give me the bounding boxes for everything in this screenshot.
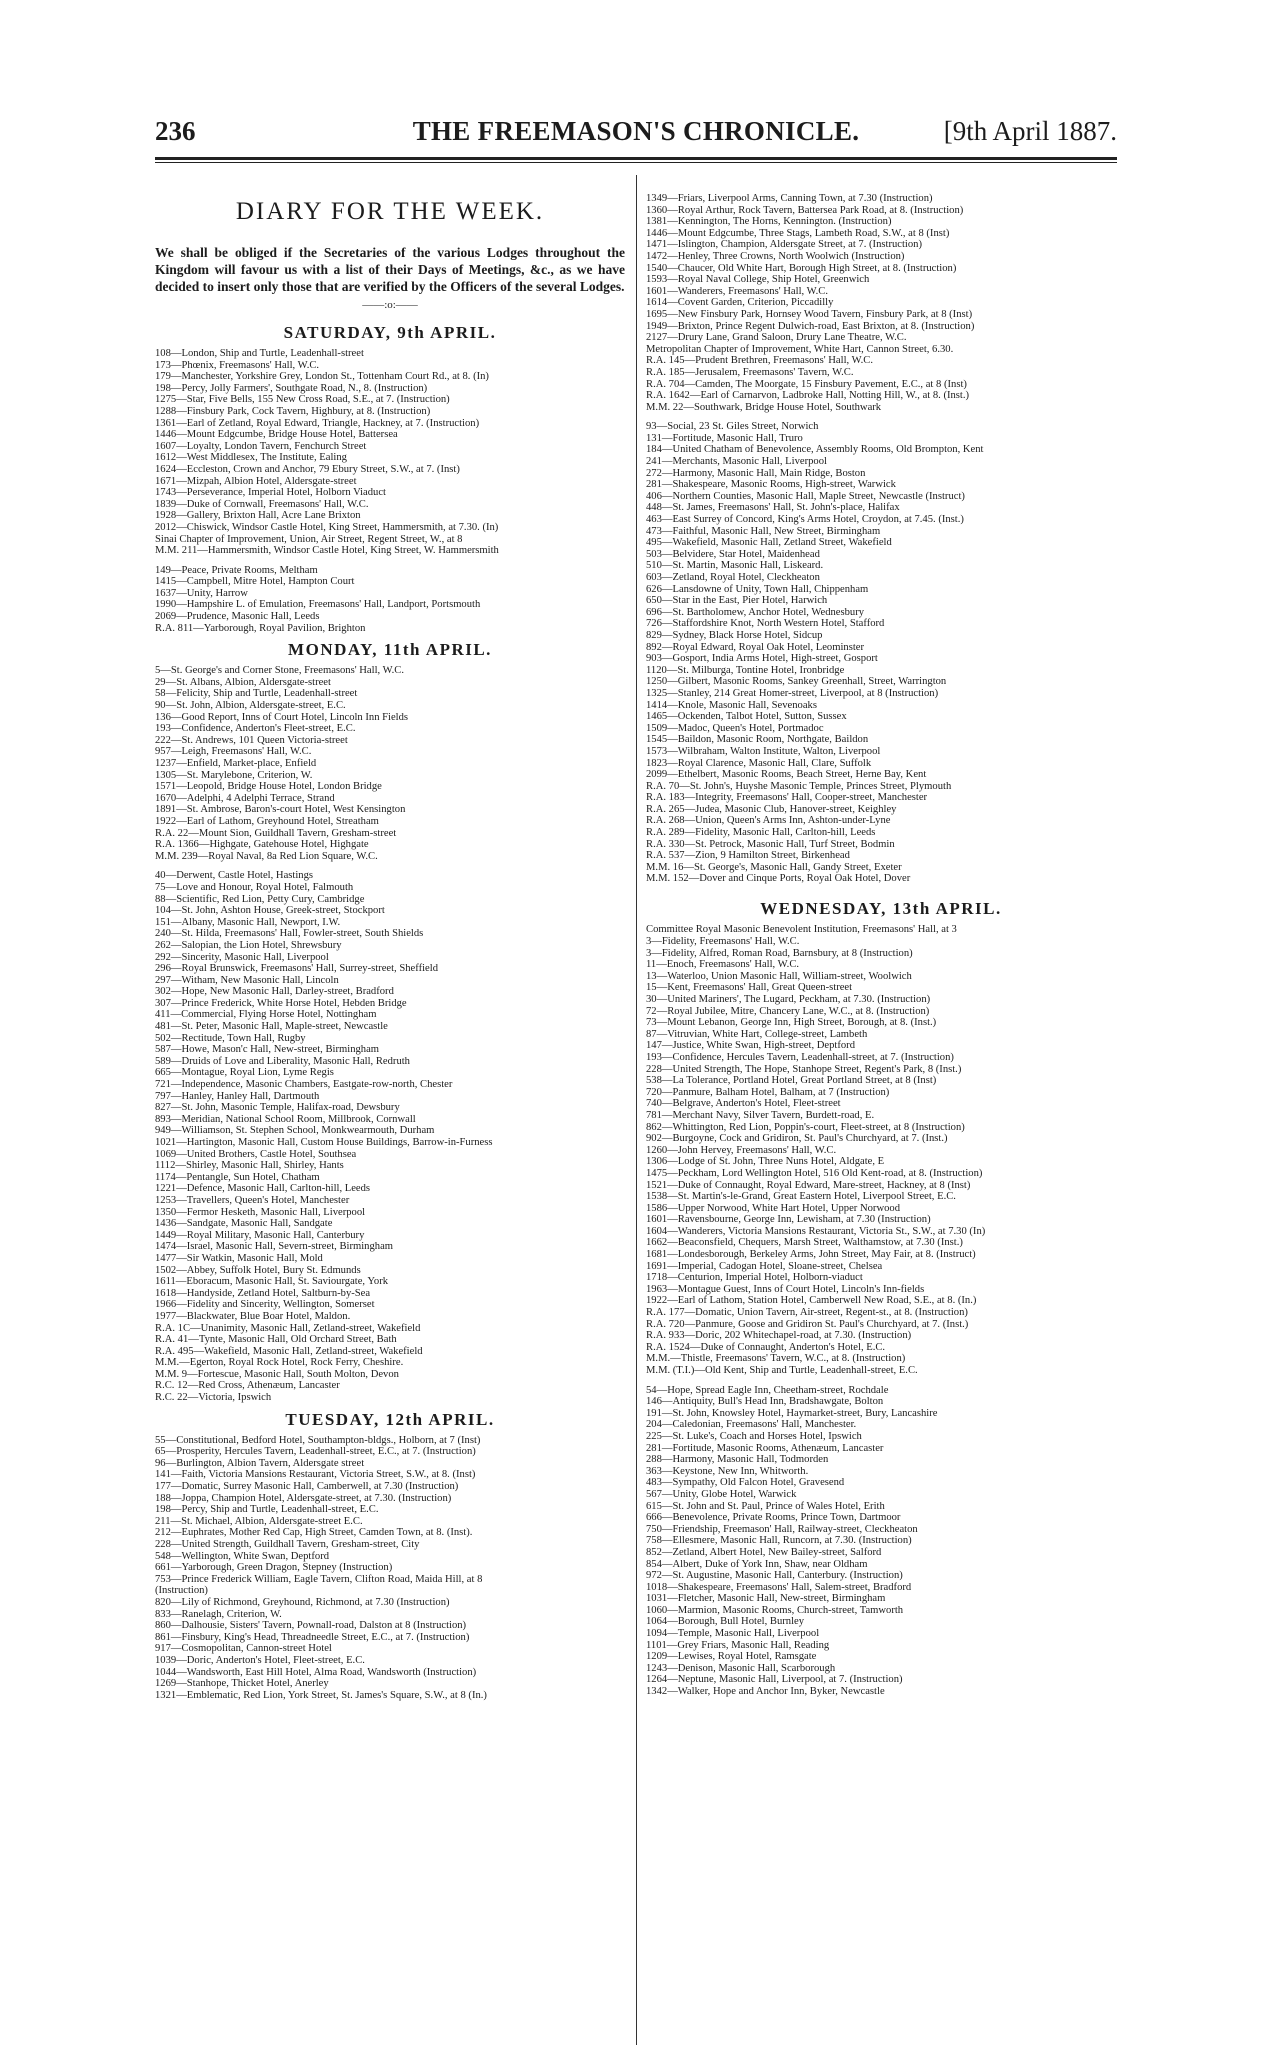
- lodge-entry: 1670—Adelphi, 4 Adelphi Terrace, Strand: [155, 792, 335, 804]
- lodge-entry: 1209—Lewises, Royal Hotel, Ramsgate: [646, 1651, 817, 1663]
- lodge-entry: 151—Albany, Masonic Hall, Newport, I.W.: [155, 916, 341, 928]
- tuesday-provincial-list: [646, 421, 1116, 885]
- lodge-entry: 411—Commercial, Flying Horse Hotel, Nottingham: [155, 1009, 377, 1021]
- lodge-entry: 179—Manchester, Yorkshire Grey, London St., Tottenham Court Rd., at 8. (In): [155, 371, 489, 383]
- lodge-entry: 2069—Prudence, Masonic Hall, Leeds: [155, 611, 320, 623]
- lodge-entry: 1221—Defence, Masonic Hall, Carlton-hill, Leeds: [155, 1183, 371, 1195]
- lodge-entry: 75—Love and Honour, Royal Hotel, Falmouth: [155, 881, 354, 893]
- lodge-entry: 1502—Abbey, Suffolk Hotel, Bury St. Edmunds: [155, 1264, 361, 1276]
- lodge-entry: M.M. 211—Hammersmith, Windsor Castle Hotel, King Street, W. Hammersmith: [155, 545, 499, 557]
- lodge-entry: 1624—Eccleston, Crown and Anchor, 79 Ebury Street, S.W., at 7. (Inst): [155, 463, 460, 475]
- lodge-entry: R.A. 720—Panmure, Goose and Gridiron St. Paul's Churchyard, at 7. (Inst.): [646, 1318, 969, 1330]
- lodge-entry: 1044—Wandsworth, East Hill Hotel, Alma Road, Wandsworth (Instruction): [155, 1666, 477, 1678]
- lodge-entry: 483—Sympathy, Old Falcon Hotel, Gravesend: [646, 1477, 845, 1489]
- lodge-entry: 1243—Denison, Masonic Hall, Scarborough: [646, 1662, 836, 1674]
- saturday-london-list: [155, 348, 625, 557]
- lodge-entry: 29—St. Albans, Albion, Aldersgate-street: [155, 676, 331, 688]
- lodge-entry: 1288—Finsbury Park, Cock Tavern, Highbury, at 8. (Instruction): [155, 405, 431, 417]
- lodge-entry: 1922—Earl of Lathom, Greyhound Hotel, Streatham: [155, 815, 379, 827]
- left-column: [155, 190, 625, 1701]
- lodge-entry: 177—Domatic, Surrey Masonic Hall, Camberwell, at 7.30 (Instruction): [155, 1481, 459, 1493]
- lodge-entry: 854—Albert, Duke of York Inn, Shaw, near Oldham: [646, 1558, 868, 1570]
- lodge-entry: 1611—Eboracum, Masonic Hall, St. Saviourgate, York: [155, 1276, 389, 1288]
- lodge-entry: 73—Mount Lebanon, George Inn, High Street, Borough, at 8. (Inst.): [646, 1017, 937, 1029]
- lodge-entry: 11—Enoch, Freemasons' Hall, W.C.: [646, 959, 800, 971]
- lodge-entry: 495—Wakefield, Masonic Hall, Zetland Street, Wakefield: [646, 537, 892, 549]
- lodge-entry: 191—St. John, Knowsley Hotel, Haymarket-street, Bury, Lancashire: [646, 1407, 938, 1419]
- lodge-entry: R.A. 289—Fidelity, Masonic Hall, Carlton-hill, Leeds: [646, 827, 876, 839]
- lodge-entry: 1839—Duke of Cornwall, Freemasons' Hall, W.C.: [155, 498, 369, 510]
- lodge-entry: 1264—Neptune, Masonic Hall, Liverpool, at 7. (Instruction): [646, 1674, 903, 1686]
- lodge-entry: M.M. 16—St. George's, Masonic Hall, Gandy Street, Exeter: [646, 861, 902, 873]
- lodge-entry: R.A. 183—Integrity, Freemasons' Hall, Cooper-street, Manchester: [646, 792, 928, 804]
- lodge-entry: 228—United Strength, Guildhall Tavern, Gresham-street, City: [155, 1539, 420, 1550]
- lodge-entry: 363—Keystone, New Inn, Whitworth.: [646, 1465, 809, 1477]
- lodge-entry: M.M.—Egerton, Royal Rock Hotel, Rock Ferry, Cheshire.: [155, 1357, 404, 1369]
- lodge-entry: 917—Cosmopolitan, Cannon-street Hotel: [155, 1643, 332, 1655]
- lodge-entry: 1612—West Middlesex, The Institute, Ealing: [155, 452, 347, 464]
- intro-paragraph: We shall be obliged if the Secretaries of the various Lodges throughout the Kingdom will favour us with a list of their Days of Meetings, &c., as we have decided to insert only those that are verified by the Officers of the several Lodges.: [155, 245, 625, 294]
- lodge-entry: 1695—New Finsbury Park, Hornsey Wood Tavern, Finsbury Park, at 8 (Inst): [646, 308, 973, 320]
- lodge-entry: 1174—Pentangle, Sun Hotel, Chatham: [155, 1171, 320, 1183]
- lodge-entry: R.A. 1C—Unanimity, Masonic Hall, Zetland-street, Wakefield: [155, 1322, 421, 1334]
- lodge-entry: 1681—Londesborough, Berkeley Arms, John Street, May Fair, at 8. (Instruct): [646, 1249, 976, 1261]
- lodge-entry: 726—Staffordshire Knot, North Western Hotel, Stafford: [646, 618, 885, 630]
- lodge-entry: 241—Merchants, Masonic Hall, Liverpool: [646, 456, 827, 468]
- lodge-entry: 650—Star in the East, Pier Hotel, Harwich: [646, 595, 828, 607]
- lodge-entry: 211—St. Michael, Albion, Aldersgate-street E.C.: [155, 1515, 363, 1527]
- lodge-entry: 753—Prince Frederick William, Eagle Tavern, Clifton Road, Maida Hill, at 8: [155, 1573, 483, 1585]
- publication-title: THE FREEMASON'S CHRONICLE.: [412, 116, 860, 146]
- lodge-entry: 1521—Duke of Connaught, Royal Edward, Mare-street, Hackney, at 8 (Inst): [646, 1179, 971, 1191]
- lodge-entry: 2099—Ethelbert, Masonic Rooms, Beach Street, Herne Bay, Kent: [646, 769, 927, 781]
- lodge-entry: 288—Harmony, Masonic Hall, Todmorden: [646, 1454, 829, 1466]
- lodge-entry: 1891—St. Ambrose, Baron's-court Hotel, West Kensington: [155, 804, 406, 816]
- lodge-entry: 96—Burlington, Albion Tavern, Aldersgate street: [155, 1457, 365, 1469]
- lodge-entry: 198—Percy, Ship and Turtle, Leadenhall-street, E.C.: [155, 1504, 379, 1516]
- lodge-entry: 1039—Doric, Anderton's Hotel, Fleet-street, E.C.: [155, 1654, 365, 1666]
- lodge-entry: 1586—Upper Norwood, White Hart Hotel, Upper Norwood: [646, 1202, 901, 1214]
- lodge-entry: 1977—Blackwater, Blue Boar Hotel, Maldon.: [155, 1310, 351, 1322]
- lodge-entry: R.A. 495—Wakefield, Masonic Hall, Zetland-street, Wakefield: [155, 1345, 423, 1357]
- lodge-entry: 721—Independence, Masonic Chambers, Eastgate-row-north, Chester: [155, 1079, 453, 1091]
- lodge-entry: 292—Sincerity, Masonic Hall, Liverpool: [155, 951, 329, 963]
- lodge-entry: Sinai Chapter of Improvement, Union, Air Street, Regent Street, W., at 8: [155, 533, 463, 545]
- lodge-entry: 740—Belgrave, Anderton's Hotel, Fleet-street: [646, 1098, 841, 1110]
- lodge-entry: 2012—Chiswick, Windsor Castle Hotel, King Street, Hammersmith, at 7.30. (In): [155, 521, 499, 533]
- lodge-entry: 1253—Travellers, Queen's Hotel, Manchester: [155, 1194, 350, 1206]
- lodge-entry: 3—Fidelity, Alfred, Roman Road, Barnsbury, at 8 (Instruction): [646, 947, 913, 959]
- lodge-entry: 972—St. Augustine, Masonic Hall, Canterbury. (Instruction): [646, 1570, 903, 1582]
- lodge-entry: 1637—Unity, Harrow: [155, 587, 248, 599]
- lodge-entry: 1305—St. Marylebone, Criterion, W.: [155, 769, 313, 781]
- lodge-entry: 1718—Centurion, Imperial Hotel, Holborn-viaduct: [646, 1272, 863, 1284]
- lodge-entry: R.A. 811—Yarborough, Royal Pavilion, Brighton: [155, 622, 366, 634]
- page-number: 236: [155, 116, 196, 146]
- header-rule-thin: [155, 162, 1117, 163]
- lodge-entry: 281—Shakespeare, Masonic Rooms, High-street, Warwick: [646, 479, 896, 491]
- lodge-entry: 510—St. Martin, Masonic Hall, Liskeard.: [646, 560, 824, 572]
- lodge-entry: 1465—Ockenden, Talbot Hotel, Sutton, Sussex: [646, 711, 847, 723]
- lodge-entry: 184—United Chatham of Benevolence, Assembly Rooms, Old Brompton, Kent: [646, 444, 984, 456]
- lodge-entry: 1446—Mount Edgcumbe, Three Stags, Lambeth Road, S.W., at 8 (Inst): [646, 227, 950, 239]
- lodge-entry: 1477—Sir Watkin, Masonic Hall, Mold: [155, 1252, 323, 1264]
- lodge-entry: 90—St. John, Albion, Aldersgate-street, E.C.: [155, 700, 346, 712]
- monday-london-list: [155, 665, 625, 862]
- lodge-entry: 1823—Royal Clarence, Masonic Hall, Clare, Suffolk: [646, 757, 872, 769]
- lodge-entry: 55—Constitutional, Bedford Hotel, Southampton-bldgs., Holborn, at 7 (Inst): [155, 1434, 481, 1446]
- lodge-entry: 2127—Drury Lane, Grand Saloon, Drury Lane Theatre, W.C.: [646, 332, 907, 344]
- monday-provincial-list: [155, 870, 625, 1403]
- lodge-entry: 587—Howe, Mason'c Hall, New-street, Birmingham: [155, 1044, 380, 1056]
- lodge-entry: 93—Social, 23 St. Giles Street, Norwich: [646, 421, 819, 433]
- lodge-entry: R.A. 70—St. John's, Huyshe Masonic Temple, Princes Street, Plymouth: [646, 780, 952, 792]
- lodge-entry: 1601—Ravensbourne, George Inn, Lewisham, at 7.30 (Instruction): [646, 1214, 931, 1226]
- lodge-entry: 481—St. Peter, Masonic Hall, Maple-street, Newcastle: [155, 1021, 388, 1033]
- lodge-entry: R.A. 330—St. Petrock, Masonic Hall, Turf Street, Bodmin: [646, 838, 895, 850]
- wednesday-provincial-list: [646, 1385, 1116, 1698]
- wednesday-committee-note: Committee Royal Masonic Benevolent Institution, Freemasons' Hall, at 3: [646, 924, 957, 936]
- lodge-entry: 141—Faith, Victoria Mansions Restaurant, Victoria Street, S.W., at 8. (Inst): [155, 1469, 476, 1481]
- lodge-entry: 1018—Shakespeare, Freemasons' Hall, Salem-street, Bradford: [646, 1581, 912, 1593]
- lodge-entry: 65—Prosperity, Hercules Tavern, Leadenhall-street, E.C., at 7. (Instruction): [155, 1446, 476, 1458]
- lodge-entry: 661—Yarborough, Green Dragon, Stepney (Instruction): [155, 1562, 393, 1574]
- lodge-entry: 193—Confidence, Hercules Tavern, Leadenhall-street, at 7. (Instruction): [646, 1051, 954, 1063]
- saturday-heading: SATURDAY, 9th APRIL.: [283, 323, 497, 342]
- lodge-entry: 1662—Beaconsfield, Chequers, Marsh Street, Walthamstow, at 7.30 (Inst.): [646, 1237, 963, 1249]
- lodge-entry: 131—Fortitude, Masonic Hall, Truro: [646, 432, 803, 444]
- lodge-entry: 1064—Borough, Bull Hotel, Burnley: [646, 1616, 805, 1628]
- lodge-entry: 1250—Gilbert, Masonic Rooms, Sankey Greenhall, Street, Warrington: [646, 676, 947, 688]
- lodge-entry: R.A. 177—Domatic, Union Tavern, Air-street, Regent-st., at 8. (Instruction): [646, 1307, 968, 1319]
- lodge-entry: R.A. 268—Union, Queen's Arms Inn, Ashton-under-Lyne: [646, 815, 891, 827]
- saturday-provincial-list: [155, 565, 625, 635]
- lodge-entry: 1275—Star, Five Bells, 155 New Cross Road, S.E., at 7. (Instruction): [155, 394, 450, 406]
- lodge-entry: 1474—Israel, Masonic Hall, Severn-street, Birmingham: [155, 1241, 394, 1253]
- lodge-entry: 1601—Wanderers, Freemasons' Hall, W.C.: [646, 285, 829, 297]
- lodge-entry: 1436—Sandgate, Masonic Hall, Sandgate: [155, 1218, 333, 1230]
- lodge-entry: R.C. 22—Victoria, Ipswich: [155, 1392, 272, 1404]
- lodge-entry: 222—St. Andrews, 101 Queen Victoria-street: [155, 734, 348, 746]
- lodge-entry: 146—Antiquity, Bull's Head Inn, Bradshawgate, Bolton: [646, 1396, 884, 1408]
- lodge-entry: 1120—St. Milburga, Tontine Hotel, Ironbridge: [646, 664, 845, 676]
- lodge-entry: 1350—Fermor Hesketh, Masonic Hall, Liverpool: [155, 1206, 366, 1218]
- lodge-entry: 1112—Shirley, Masonic Hall, Shirley, Hants: [155, 1160, 344, 1172]
- lodge-entry: 1269—Stanhope, Thicket Hotel, Anerley: [155, 1678, 329, 1690]
- lodge-entry: 666—Benevolence, Private Rooms, Prince Town, Dartmoor: [646, 1512, 901, 1524]
- lodge-entry: 781—Merchant Navy, Silver Tavern, Burdett-road, E.: [646, 1109, 875, 1121]
- lodge-entry: 173—Phœnix, Freemasons' Hall, W.C.: [155, 359, 320, 371]
- lodge-entry: M.M.—Thistle, Freemasons' Tavern, W.C., at 8. (Instruction): [646, 1353, 906, 1365]
- lodge-entry: 1928—Gallery, Brixton Hall, Acre Lane Brixton: [155, 510, 361, 522]
- lodge-entry: R.A. 185—Jerusalem, Freemasons' Tavern, W.C.: [646, 366, 854, 378]
- lodge-entry: 104—St. John, Ashton House, Greek-street, Stockport: [155, 905, 385, 917]
- lodge-entry: 1414—Knole, Masonic Hall, Sevenoaks: [646, 699, 817, 711]
- section-separator: ——:o:——: [362, 299, 418, 311]
- lodge-entry: 1571—Leopold, Bridge House Hotel, London Bridge: [155, 781, 382, 793]
- lodge-entry: 228—United Strength, The Hope, Stanhope Street, Regent's Park, 8 (Inst.): [646, 1063, 962, 1075]
- lodge-entry: 603—Zetland, Royal Hotel, Cleckheaton: [646, 572, 820, 583]
- lodge-entry: 108—London, Ship and Turtle, Leadenhall-street: [155, 348, 364, 359]
- lodge-entry: 1509—Madoc, Queen's Hotel, Portmadoc: [646, 722, 824, 734]
- lodge-entry: 567—Unity, Globe Hotel, Warwick: [646, 1488, 797, 1500]
- lodge-entry: 750—Friendship, Freemason' Hall, Railway-street, Cleckheaton: [646, 1523, 918, 1535]
- lodge-entry: 147—Justice, White Swan, High-street, Deptford: [646, 1040, 855, 1052]
- lodge-entry: 54—Hope, Spread Eagle Inn, Cheetham-street, Rochdale: [646, 1384, 889, 1396]
- diary-title: DIARY FOR THE WEEK.: [235, 198, 545, 225]
- lodge-entry: R.A. 41—Tynte, Masonic Hall, Old Orchard Street, Bath: [155, 1334, 397, 1346]
- lodge-entry: 1691—Imperial, Cadogan Hotel, Sloane-street, Chelsea: [646, 1260, 883, 1272]
- lodge-entry: 297—Witham, New Masonic Hall, Lincoln: [155, 974, 339, 986]
- lodge-entry: 589—Druids of Love and Liberality, Masonic Hall, Redruth: [155, 1055, 410, 1067]
- lodge-entry: 1342—Walker, Hope and Anchor Inn, Byker, Newcastle: [646, 1686, 885, 1698]
- lodge-entry: R.A. 145—Prudent Brethren, Freemasons' Hall, W.C.: [646, 355, 874, 367]
- monday-heading: MONDAY, 11th APRIL.: [288, 640, 492, 660]
- lodge-entry: 72—Royal Jubilee, Mitre, Chancery Lane, W.C., at 8. (Instruction): [646, 1005, 930, 1017]
- lodge-entry: 892—Royal Edward, Royal Oak Hotel, Leominster: [646, 641, 865, 653]
- lodge-entry: 88—Scientific, Red Lion, Petty Cury, Cambridge: [155, 893, 365, 905]
- lodge-entry: 58—Felicity, Ship and Turtle, Leadenhall-street: [155, 688, 358, 700]
- lodge-entry: 1545—Baildon, Masonic Room, Northgate, Baildon: [646, 734, 869, 746]
- lodge-entry: 1321—Emblematic, Red Lion, York Street, St. James's Square, S.W., at 8 (In.): [155, 1689, 487, 1701]
- lodge-entry: R.A. 704—Camden, The Moorgate, 15 Finsbury Pavement, E.C., at 8 (Inst): [646, 378, 967, 390]
- lodge-entry: 548—Wellington, White Swan, Deptford: [155, 1550, 330, 1562]
- lodge-entry: 463—East Surrey of Concord, King's Arms Hotel, Croydon, at 7.45. (Inst.): [646, 514, 964, 526]
- lodge-entry: 902—Burgoyne, Cock and Gridiron, St. Paul's Churchyard, at 7. (Inst.): [646, 1133, 948, 1145]
- lodge-entry: 1614—Covent Garden, Criterion, Piccadilly: [646, 297, 834, 309]
- lodge-entry: 406—Northern Counties, Masonic Hall, Maple Street, Newcastle (Instruct): [646, 490, 965, 502]
- lodge-entry: R.A. 1366—Highgate, Gatehouse Hotel, Highgate: [155, 839, 369, 851]
- lodge-entry: 1471—Islington, Champion, Aldersgate Street, at 7. (Instruction): [646, 239, 922, 251]
- lodge-entry: 720—Panmure, Balham Hotel, Balham, at 7 (Instruction): [646, 1086, 890, 1098]
- lodge-entry: 1538—St. Martin's-le-Grand, Great Eastern Hotel, Liverpool Street, E.C.: [646, 1191, 956, 1203]
- lodge-entry: 281—Fortitude, Masonic Rooms, Athenæum, Lancaster: [646, 1442, 884, 1454]
- lodge-entry: 1593—Royal Naval College, Ship Hotel, Greenwich: [646, 274, 870, 286]
- lodge-entry: 1021—Hartington, Masonic Hall, Custom House Buildings, Barrow-in-Furness: [155, 1137, 493, 1148]
- lodge-entry: 957—Leigh, Freemasons' Hall, W.C.: [155, 746, 312, 758]
- lodge-entry: 1540—Chaucer, Old White Hart, Borough High Street, at 8. (Instruction): [646, 262, 957, 274]
- lodge-entry: 1415—Campbell, Mitre Hotel, Hampton Court: [155, 576, 355, 588]
- lodge-entry: 1573—Wilbraham, Walton Institute, Walton, Liverpool: [646, 745, 881, 757]
- lodge-entry: 1349—Friars, Liverpool Arms, Canning Town, at 7.30 (Instruction): [646, 193, 933, 204]
- lodge-entry: 1306—Lodge of St. John, Three Nuns Hotel, Aldgate, E: [646, 1156, 885, 1168]
- lodge-entry: R.A. 1642—Earl of Carnarvon, Ladbroke Hall, Notting Hill, W., at 8. (Inst.): [646, 390, 970, 402]
- lodge-entry: M.M. 152—Dover and Cinque Ports, Royal Oak Hotel, Dover: [646, 873, 911, 885]
- lodge-entry: 626—Lansdowne of Unity, Town Hall, Chippenham: [646, 583, 869, 595]
- lodge-entry: 307—Prince Frederick, White Horse Hotel, Hebden Bridge: [155, 997, 407, 1009]
- tuesday-heading: TUESDAY, 12th APRIL.: [285, 1409, 495, 1429]
- lodge-entry: 87—Vitruvian, White Hart, College-street, Lambeth: [646, 1028, 868, 1040]
- tuesday-london-list: [155, 1435, 625, 1702]
- lodge-entry: 193—Confidence, Anderton's Fleet-street, E.C.: [155, 723, 356, 735]
- lodge-entry: 860—Dalhousie, Sisters' Tavern, Pownall-road, Dalston at 8 (Instruction): [155, 1620, 467, 1632]
- lodge-entry: 262—Salopian, the Lion Hotel, Shrewsbury: [155, 939, 342, 951]
- lodge-entry: 1446—Mount Edgcumbe, Bridge House Hotel, Battersea: [155, 429, 398, 441]
- lodge-entry: 615—St. John and St. Paul, Prince of Wales Hotel, Erith: [646, 1500, 885, 1512]
- lodge-entry: 827—St. John, Masonic Temple, Halifax-road, Dewsbury: [155, 1102, 400, 1114]
- lodge-entry: 949—Williamson, St. Stephen School, Monkwearmouth, Durham: [155, 1125, 435, 1137]
- lodge-entry: 473—Faithful, Masonic Hall, New Street, Birmingham: [646, 525, 881, 537]
- wednesday-heading: WEDNESDAY, 13th APRIL.: [760, 899, 1002, 919]
- lodge-entry: 758—Ellesmere, Masonic Hall, Runcorn, at 7.30. (Instruction): [646, 1535, 912, 1547]
- lodge-entry: 5—St. George's and Corner Stone, Freemasons' Hall, W.C.: [155, 665, 405, 677]
- header-rule-thick: [155, 157, 1117, 160]
- lodge-entry: 1325—Stanley, 214 Great Homer-street, Liverpool, at 8 (Instruction): [646, 687, 939, 699]
- lodge-entry: 1607—Loyalty, London Tavern, Fenchurch Street: [155, 440, 367, 452]
- lodge-entry: M.M. 239—Royal Naval, 8a Red Lion Square, W.C.: [155, 850, 378, 862]
- lodge-entry: 204—Caledonian, Freemasons' Hall, Manchester.: [646, 1419, 857, 1431]
- tuesday-london-list-continued: [646, 193, 1116, 413]
- lodge-entry: Metropolitan Chapter of Improvement, White Hart, Cannon Street, 6.30.: [646, 343, 954, 355]
- lodge-entry: (Instruction): [155, 1585, 208, 1597]
- lodge-entry: 1618—Handyside, Zetland Hotel, Saltburn-by-Sea: [155, 1287, 371, 1299]
- lodge-entry: 136—Good Report, Inns of Court Hotel, Lincoln Inn Fields: [155, 711, 409, 723]
- lodge-entry: 1094—Temple, Masonic Hall, Liverpool: [646, 1628, 820, 1640]
- lodge-entry: 1604—Wanderers, Victoria Mansions Restaurant, Victoria St., S.W., at 7.30 (In): [646, 1225, 986, 1237]
- lodge-entry: 1237—Enfield, Market-place, Enfield: [155, 758, 317, 769]
- lodge-entry: R.A. 933—Doric, 202 Whitechapel-road, at 7.30. (Instruction): [646, 1330, 912, 1342]
- lodge-entry: 538—La Tolerance, Portland Hotel, Great Portland Street, at 8 (Inst): [646, 1075, 937, 1087]
- lodge-entry: 1069—United Brothers, Castle Hotel, Southsea: [155, 1148, 357, 1160]
- lodge-entry: 862—Whittington, Red Lion, Poppin's-court, Fleet-street, at 8 (Instruction): [646, 1121, 965, 1133]
- lodge-entry: M.M. 9—Fortescue, Masonic Hall, South Molton, Devon: [155, 1368, 399, 1380]
- lodge-entry: 15—Kent, Freemasons' Hall, Great Queen-street: [646, 982, 853, 994]
- lodge-entry: 240—St. Hilda, Freemasons' Hall, Fowler-street, South Shields: [155, 928, 424, 940]
- wednesday-london-list: [646, 936, 1116, 1377]
- lodge-entry: 1361—Earl of Zetland, Royal Edward, Triangle, Hackney, at 7. (Instruction): [155, 417, 480, 429]
- lodge-entry: 1381—Kennington, The Horns, Kennington. (Instruction): [646, 216, 892, 228]
- lodge-entry: 861—Finsbury, King's Head, Threadneedle Street, E.C., at 7. (Instruction): [155, 1631, 470, 1643]
- lodge-entry: 212—Euphrates, Mother Red Cap, High Street, Camden Town, at 8. (Inst).: [155, 1527, 473, 1539]
- lodge-entry: 1060—Marmion, Masonic Rooms, Church-street, Tamworth: [646, 1604, 904, 1616]
- lodge-entry: 448—St. James, Freemasons' Hall, St. John's-place, Halifax: [646, 502, 900, 514]
- lodge-entry: M.M. (T.I.)—Old Kent, Ship and Turtle, Leadenhall-street, E.C.: [646, 1365, 918, 1376]
- lodge-entry: 1472—Henley, Three Crowns, North Woolwich (Instruction): [646, 250, 905, 262]
- lodge-entry: 225—St. Luke's, Coach and Horses Hotel, Ipswich: [646, 1430, 862, 1442]
- lodge-entry: 296—Royal Brunswick, Freemasons' Hall, Surrey-street, Sheffield: [155, 963, 438, 975]
- lodge-entry: 198—Percy, Jolly Farmers', Southgate Road, N., 8. (Instruction): [155, 382, 428, 394]
- lodge-entry: R.A. 537—Zion, 9 Hamilton Street, Birkenhead: [646, 850, 850, 862]
- lodge-entry: 829—Sydney, Black Horse Hotel, Sidcup: [646, 629, 823, 641]
- lodge-entry: 1671—Mizpah, Albion Hotel, Aldersgate-street: [155, 475, 357, 487]
- lodge-entry: 1360—Royal Arthur, Rock Tavern, Battersea Park Road, at 8. (Instruction): [646, 204, 964, 216]
- lodge-entry: 1031—Fletcher, Masonic Hall, New-street, Birmingham: [646, 1593, 886, 1605]
- lodge-entry: 696—St. Bartholomew, Anchor Hotel, Wednesbury: [646, 606, 865, 618]
- right-column: [646, 193, 1116, 1698]
- lodge-entry: 852—Zetland, Albert Hotel, New Bailey-street, Salford: [646, 1546, 882, 1558]
- lodge-entry: 188—Joppa, Champion Hotel, Aldersgate-street, at 7.30. (Instruction): [155, 1492, 452, 1504]
- lodge-entry: 1260—John Hervey, Freemasons' Hall, W.C.: [646, 1144, 837, 1156]
- lodge-entry: 665—Montague, Royal Lion, Lyme Regis: [155, 1067, 334, 1079]
- lodge-entry: 1449—Royal Military, Masonic Hall, Canterbury: [155, 1229, 365, 1241]
- lodge-entry: 30—United Mariners', The Lugard, Peckham, at 7.30. (Instruction): [646, 994, 931, 1005]
- lodge-entry: 833—Ranelagh, Criterion, W.: [155, 1608, 282, 1620]
- lodge-entry: R.A. 22—Mount Sion, Guildhall Tavern, Gresham-street: [155, 827, 397, 839]
- lodge-entry: 502—Rectitude, Town Hall, Rugby: [155, 1032, 306, 1044]
- lodge-entry: 1743—Perseverance, Imperial Hotel, Holborn Viaduct: [155, 487, 386, 499]
- lodge-entry: 1101—Grey Friars, Masonic Hall, Reading: [646, 1639, 830, 1651]
- lodge-entry: 1922—Earl of Lathom, Station Hotel, Camberwell New Road, S.E., at 8. (In.): [646, 1295, 977, 1307]
- lodge-entry: R.A. 1524—Duke of Connaught, Anderton's Hotel, E.C.: [646, 1341, 886, 1353]
- lodge-entry: M.M. 22—Southwark, Bridge House Hotel, Southwark: [646, 401, 882, 413]
- lodge-entry: 1963—Montague Guest, Inns of Court Hotel, Lincoln's Inn-fields: [646, 1283, 925, 1295]
- lodge-entry: 1966—Fidelity and Sincerity, Wellington, Somerset: [155, 1299, 375, 1311]
- lodge-entry: 40—Derwent, Castle Hotel, Hastings: [155, 870, 313, 882]
- issue-date: [9th April 1887.: [943, 116, 1117, 146]
- lodge-entry: 1475—Peckham, Lord Wellington Hotel, 516 Old Kent-road, at 8. (Instruction): [646, 1167, 983, 1179]
- lodge-entry: 13—Waterloo, Union Masonic Hall, William-street, Woolwich: [646, 970, 912, 982]
- lodge-entry: 302—Hope, New Masonic Hall, Darley-street, Bradford: [155, 986, 394, 998]
- lodge-entry: 272—Harmony, Masonic Hall, Main Ridge, Boston: [646, 467, 866, 479]
- lodge-entry: R.C. 12—Red Cross, Athenæum, Lancaster: [155, 1380, 340, 1392]
- lodge-entry: 820—Lily of Richmond, Greyhound, Richmond, at 7.30 (Instruction): [155, 1596, 450, 1608]
- lodge-entry: R.A. 265—Judea, Masonic Club, Hanover-street, Keighley: [646, 803, 897, 815]
- lodge-entry: 893—Meridian, National School Room, Millbrook, Cornwall: [155, 1113, 416, 1125]
- lodge-entry: 797—Hanley, Hanley Hall, Dartmouth: [155, 1090, 320, 1102]
- lodge-entry: 903—Gosport, India Arms Hotel, High-street, Gosport: [646, 653, 878, 665]
- lodge-entry: 1990—Hampshire L. of Emulation, Freemasons' Hall, Landport, Portsmouth: [155, 599, 481, 611]
- lodge-entry: 503—Belvidere, Star Hotel, Maidenhead: [646, 548, 820, 560]
- lodge-entry: 1949—Brixton, Prince Regent Dulwich-road, East Brixton, at 8. (Instruction): [646, 320, 975, 332]
- lodge-entry: 149—Peace, Private Rooms, Meltham: [155, 564, 318, 576]
- column-divider: [636, 175, 637, 2045]
- lodge-entry: 3—Fidelity, Freemasons' Hall, W.C.: [646, 936, 800, 948]
